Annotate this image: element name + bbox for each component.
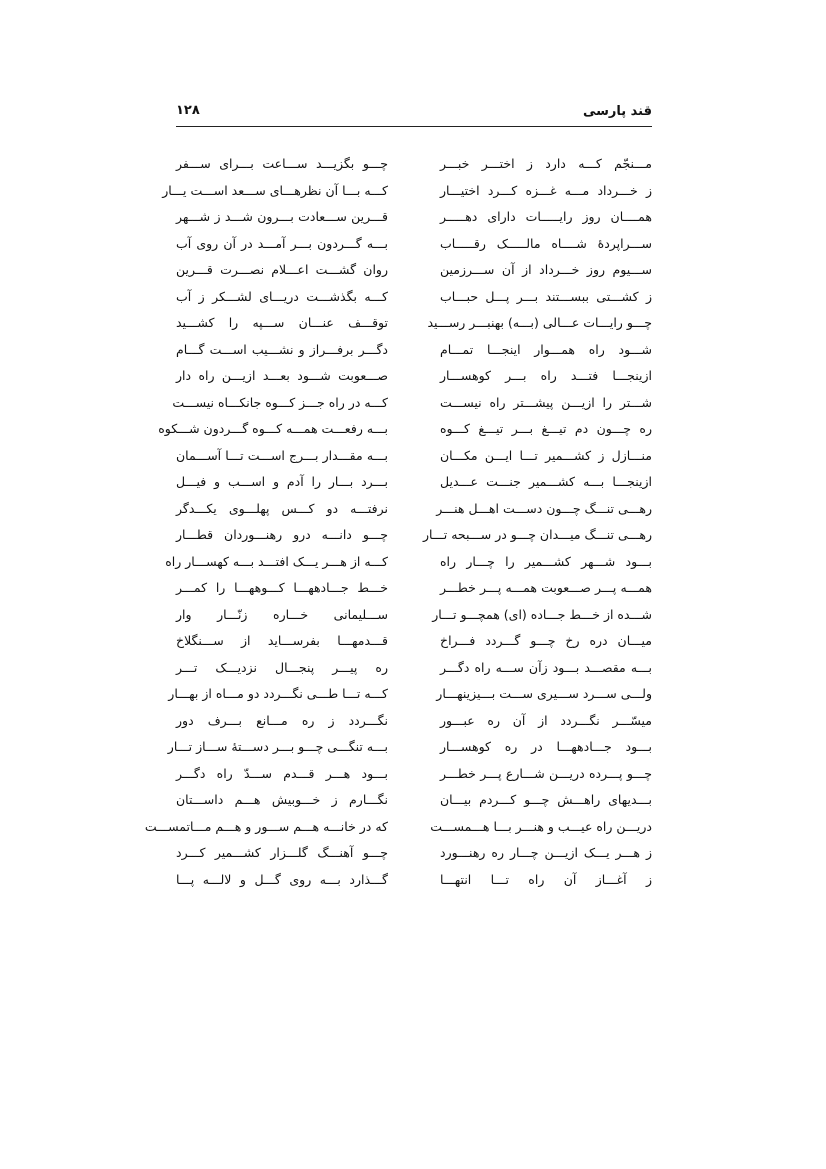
hemistich-left: کـــه در راه جـــز کـــوه جانکـــاه نیســـت xyxy=(172,394,388,410)
couplet xyxy=(176,310,652,337)
couplet xyxy=(172,390,652,417)
couplet xyxy=(176,867,652,894)
hemistich-left: کـــه از هـــر یـــک افتـــد بـــه کهســـار راه xyxy=(165,553,388,569)
couplet xyxy=(176,602,652,629)
couplet xyxy=(176,575,652,602)
hemistich-left: کـــه بـــا آن نظرهـــای ســـعد اســـت یـــار xyxy=(162,182,388,198)
couplet xyxy=(176,257,652,284)
hemistich-left: چـــو آهنـــگ گلـــزار کشـــمیر کـــرد xyxy=(176,845,388,860)
couplet xyxy=(176,655,652,682)
hemistich-right: ازینجـــا بـــه کشـــمیر جنـــت عـــدیل xyxy=(440,474,652,489)
couplet xyxy=(168,681,652,708)
hemistich-left: بـــه رفعـــت همـــه کـــوه گـــردون شـــکوه xyxy=(158,421,388,436)
couplet xyxy=(176,628,652,655)
couplet xyxy=(165,549,652,576)
hemistich-right: ســـیوم روز خـــرداد از آن ســـرزمین xyxy=(440,262,652,277)
hemistich-left: کـــه بگذشـــت دریـــای لشـــکر ز آب xyxy=(176,288,388,304)
hemistich-right: ز کشـــتی ببســـتند بـــر پـــل حبـــاب xyxy=(440,288,652,304)
hemistich-left: کـــه تـــا طـــی نگـــردد دو مـــاه از بهـــار xyxy=(168,686,388,701)
couplet xyxy=(176,363,652,390)
hemistich-left: نگـــردد ز ره مـــانع بـــرف دور xyxy=(176,712,388,728)
hemistich-left: بـــرد بـــار را آدم و اســـب و فیـــل xyxy=(176,474,388,489)
hemistich-left: ره پیـــر پنجـــال نزدیـــک تـــر xyxy=(176,659,388,675)
hemistich-left: بـــه تنگـــی چـــو بـــر دســـتهٔ ســـاز تـــار xyxy=(167,739,388,754)
hemistich-right: شـــود راه همـــوار اینجـــا تمـــام xyxy=(440,341,652,357)
hemistich-left: بـــود هـــر قـــدم ســـدّ راه دگـــر xyxy=(176,765,388,781)
running-header xyxy=(176,100,652,127)
hemistich-left: چـــو دانـــه درو رهنـــوردان قطـــار xyxy=(176,527,388,542)
hemistich-right: بـــود شـــهر کشـــمیر را چـــار راه xyxy=(440,553,652,569)
hemistich-right: ســـراپردهٔ شــــاه مالـــــک رقـــــاب xyxy=(440,235,652,251)
book-title: قند پارسی xyxy=(582,104,652,119)
couplet xyxy=(176,337,652,364)
hemistich-left: قـــدمهـــا بفرســـاید از ســـنگلاخ xyxy=(176,633,388,648)
hemistich-right: بـــه مقصـــد بـــود زآن ســـه راه دگـــر xyxy=(440,659,652,675)
hemistich-right: ز خـــرداد مـــه غـــزه کـــرد اختیـــار xyxy=(440,182,652,198)
couplet xyxy=(176,231,652,258)
couplet xyxy=(167,734,652,761)
hemistich-left: چـــو بگزیـــد ســـاعت بـــرای ســـفر xyxy=(176,156,388,171)
hemistich-right: رهـــی تنـــگ چـــون دســـت اهـــل هنـــر xyxy=(436,500,652,516)
couplet xyxy=(158,416,652,443)
hemistich-left: ســـلیمانی خـــاره زنّـــار وار xyxy=(176,606,388,622)
couplet xyxy=(162,178,652,205)
hemistich-right: بـــدیهای راهـــش چـــو کـــردم بیـــان xyxy=(440,792,652,807)
hemistich-right: ز هـــر یـــک ازیـــن چـــار ره رهنـــورد xyxy=(440,845,652,860)
hemistich-left: صـــعوبت شـــود بعـــد ازیـــن راه دار xyxy=(176,368,388,383)
couplet xyxy=(176,761,652,788)
poem-body xyxy=(144,151,652,893)
hemistich-right: ره چـــون دم تیـــغ بـــر تیـــغ کـــوه xyxy=(440,421,652,436)
couplet xyxy=(176,204,652,231)
couplet xyxy=(176,840,652,867)
hemistich-left: دگـــر برفـــراز و نشـــیب اســـت گـــام xyxy=(176,341,388,357)
page-number: ۱۲۸ xyxy=(176,103,200,118)
hemistich-left: قـــرین ســـعادت بـــرون شـــد ز شـــهر xyxy=(176,209,388,224)
couplet xyxy=(176,469,652,496)
hemistich-left: نرفتـــه دو کـــس پهلـــوی یکـــدگر xyxy=(176,500,388,516)
hemistich-left: گـــذارد بـــه روی گـــل و لالـــه پـــا xyxy=(176,871,388,887)
couplet xyxy=(176,522,652,549)
hemistich-right: چـــو پـــرده دریـــن شـــارع پـــر خطـــر xyxy=(440,765,652,781)
couplet xyxy=(176,708,652,735)
hemistich-right: ازینجـــا فتـــد راه بـــر کوهســـار xyxy=(440,368,652,383)
hemistich-right: مـــنجّم کـــه دارد ز اختـــر خبـــر xyxy=(440,156,652,171)
couplet xyxy=(176,496,652,523)
hemistich-left: بـــه گـــردون بـــر آمـــد در آن روی آب xyxy=(176,235,388,251)
hemistich-right: شـــتر را ازیـــن پیشـــتر راه نیســـت xyxy=(440,394,652,410)
hemistich-right: چـــو رایـــات عـــالی (بـــه) بهنبـــر رســـید xyxy=(427,315,652,330)
couplet xyxy=(176,284,652,311)
hemistich-right: شـــده از خـــط جـــاده (ای) همچـــو تـــار xyxy=(432,606,652,622)
hemistich-right: میـــان دره رخ چـــو گـــردد فـــراخ xyxy=(440,633,652,648)
hemistich-left: که در خانـــه هـــم ســـور و هـــم مـــاتمســـت xyxy=(144,818,388,834)
hemistich-left: خـــط جـــادههـــا کـــوههـــا را کمـــر xyxy=(176,580,388,595)
hemistich-right: رهـــی تنـــگ میـــدان چـــو در ســـبحه تـــار xyxy=(422,527,652,542)
couplet xyxy=(176,443,652,470)
hemistich-left: روان گشـــت اعـــلام نصـــرت قـــرین xyxy=(176,262,388,277)
couplet xyxy=(176,787,652,814)
hemistich-right: میسّـــر نگـــردد از آن ره عبـــور xyxy=(440,712,652,728)
hemistich-right: دریـــن راه عیـــب و هنـــر بـــا هـــمســـت xyxy=(430,818,652,834)
hemistich-left: نگـــارم ز خـــوبیش هـــم داســـتان xyxy=(176,792,388,807)
hemistich-left: بـــه مقـــدار بـــرج اســـت تـــا آســـمان xyxy=(176,447,388,463)
hemistich-right: ولـــی ســـرد ســـیری ســـت بـــیزینهـــار xyxy=(436,686,652,701)
couplet xyxy=(144,814,652,841)
hemistich-left: توقـــف عنـــان ســـپه را کشـــید xyxy=(176,315,388,330)
couplet xyxy=(176,151,652,178)
hemistich-right: همـــه پـــر صـــعوبت همـــه پـــر خطـــر xyxy=(440,580,652,595)
hemistich-right: ز آغـــاز آن راه تـــا انتهـــا xyxy=(440,871,652,887)
hemistich-right: منـــازل ز کشـــمیر تـــا ایـــن مکـــان xyxy=(440,447,652,463)
hemistich-right: بـــود جـــادههـــا در ره کوهســـار xyxy=(440,739,652,754)
hemistich-right: همــــان روز رایـــــات دارای دهـــــر xyxy=(440,209,652,224)
